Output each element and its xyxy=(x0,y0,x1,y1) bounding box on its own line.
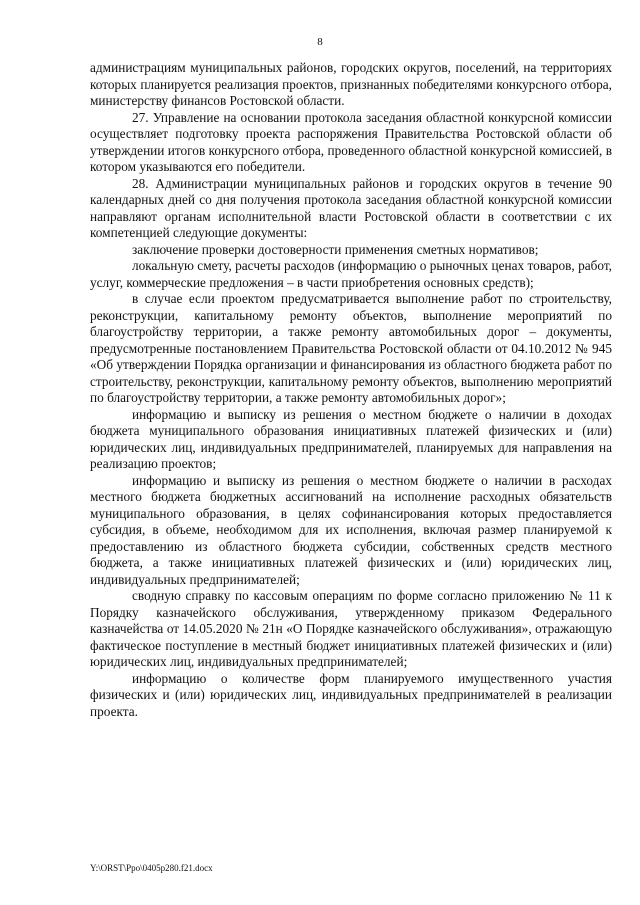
page-number: 8 xyxy=(317,36,323,48)
document-list-item: информацию и выписку из решения о местном бюджете о наличии в расходах местного бюджета бюджетных ассигнований на исполнение расходных обязательств муниципального образования, в целях софинансирования которых предоставляется субсидия, в объеме, необходимом для их исполнения, включая размер планируемой к предоставлению из областного бюджета субсидии, собственных средств местного бюджета, а также инициативных платежей физических и (или) юридических лиц, индивидуальных предпринимателей; xyxy=(90,472,612,587)
document-list-item: в случае если проектом предусматривается выполнение работ по строительству, реконструкции, капитальному ремонту объектов, выполнение мероприятий по благоустройству территории, а также ремонту автомобильных дорог – документы, предусмотренные постановлением Правительства Ростовской области от 04.10.2012 № 945 «Об утверждении Порядка организации и финансирования из областного бюджета работ по строительству, реконструкции, капитальному ремонту объектов, выполнению мероприятий по благоустройству территории, а также ремонту автомобильных дорог»; xyxy=(90,291,612,405)
document-list-item: локальную смету, расчеты расходов (информацию о рыночных ценах товаров, работ, услуг, коммерческие предложения – в части приобретения основных средств); xyxy=(90,258,612,290)
document-list-item: заключение проверки достоверности применения сметных нормативов; xyxy=(132,241,539,257)
document-body xyxy=(90,60,612,720)
paragraph-recipients: администрациям муниципальных районов, городских округов, поселений, на территориях которых планируется реализация проектов, признанных победителями конкурсного отбора, министерству финансов Ростовской области. xyxy=(90,60,612,108)
paragraph-item-28: 28. Администрации муниципальных районов и городских округов в течение 90 календарных дней со дня получения протокола заседания областной конкурсной комиссии направляют органам исполнительной власти Ростовской области в соответствии с их компетенцией следующие документы: xyxy=(90,175,612,240)
document-list-item: сводную справку по кассовым операциям по форме согласно приложению № 11 к Порядку казначейского обслуживания, утвержденному приказом Федерального казначейства от 14.05.2020 № 21н «О Порядке казначейского обслуживания», отражающую фактическое поступление в местный бюджет инициативных платежей физических и (или) юридических лиц, индивидуальных предпринимателей; xyxy=(90,588,612,669)
document-list-item: информацию и выписку из решения о местном бюджете о наличии в доходах бюджета муниципального образования инициативных платежей физических и (или) юридических лиц, индивидуальных предпринимателей, планируемых для направления на реализацию проектов; xyxy=(90,406,612,471)
document-list-item: информацию о количестве форм планируемого имущественного участия физических и (или) юридических лиц, индивидуальных предпринимателей в реализации проекта. xyxy=(90,670,612,719)
paragraph-item-27: 27. Управление на основании протокола заседания областной конкурсной комиссии осуществляет подготовку проекта распоряжения Правительства Ростовской области об утверждении итогов конкурсного отбора, проведенного областной конкурсной комиссией, в котором указываются его победители. xyxy=(90,109,612,174)
footer-file-path: Y:\ORST\Ppo\0405p280.f21.docx xyxy=(90,863,213,873)
